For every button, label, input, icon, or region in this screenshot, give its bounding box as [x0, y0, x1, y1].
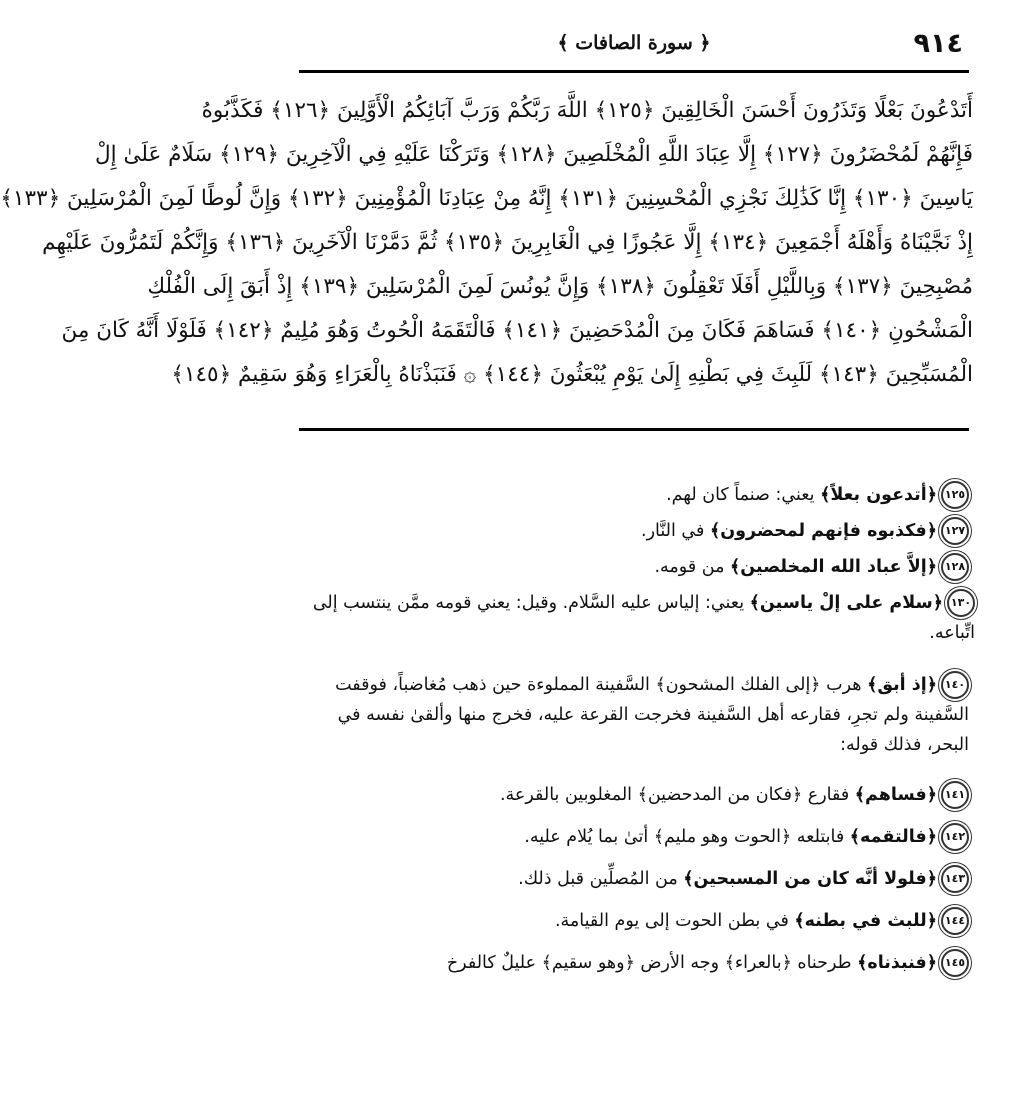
verse-number-medallion: ١٣٠ — [947, 589, 975, 617]
tafsir-entry — [299, 780, 969, 810]
tafsir-entry — [299, 588, 975, 648]
tafsir-entry — [299, 670, 969, 760]
verse-line: أَتَدْعُونَ بَعْلًا وَتَذَرُونَ أَحْسَنَ الْخَالِقِينَ ﴿١٢٥﴾ اللَّهَ رَبَّكُمْ وَرَبَّ آبَائِكُمُ الْأَوَّلِينَ ﴿١٢٦﴾ فَكَذَّبُوهُ — [201, 98, 973, 123]
quoted-verse: ﴿إذ أبق﴾ — [867, 675, 937, 695]
verse-line: يَاسِينَ ﴿١٣٠﴾ إِنَّا كَذَٰلِكَ نَجْزِي الْمُحْسِنِينَ ﴿١٣١﴾ إِنَّهُ مِنْ عِبَادِنَا الْمُؤْمِنِينَ ﴿١٣٢﴾ وَإِنَّ لُوطًا لَمِنَ الْمُرْسَلِينَ ﴿١٣٣﴾ — [0, 186, 973, 211]
verse-line: مُصْبِحِينَ ﴿١٣٧﴾ وَبِاللَّيْلِ أَفَلَا تَعْقِلُونَ ﴿١٣٨﴾ وَإِنَّ يُونُسَ لَمِنَ الْمُرْسَلِينَ ﴿١٣٩﴾ إِذْ أَبَقَ إِلَى الْفُلْكِ — [147, 274, 973, 299]
verse-number-medallion: ١٤٢ — [941, 823, 969, 851]
surah-title: ﴿ سورة الصافات ﴾ — [557, 32, 711, 54]
page-header — [299, 26, 969, 66]
verse-number-medallion: ١٤٥ — [941, 949, 969, 977]
verse-number-medallion: ١٢٥ — [941, 481, 969, 509]
verse-number-medallion: ١٤٠ — [941, 671, 969, 699]
commentary-text: من المُصلِّين قبل ذلك. — [518, 869, 684, 889]
verse-number-medallion: ١٢٨ — [941, 553, 969, 581]
quoted-verse: ﴿أتدعون بعلاً﴾ — [820, 485, 937, 505]
quoted-verse: ﴿فلولا أنَّه كان من المسبحين﴾ — [683, 869, 937, 889]
commentary-text: من قومه. — [654, 557, 731, 577]
tafsir-entry — [299, 516, 969, 546]
tafsir-entry — [299, 822, 969, 852]
commentary-text: في النَّار. — [641, 521, 710, 541]
page-number: ٩١٤ — [913, 28, 963, 59]
header-divider — [299, 70, 969, 73]
tafsir-entry — [299, 552, 969, 582]
commentary-text: يعني: إلياس عليه السَّلام. وقيل: يعني قومه ممَّن ينتسب إلى اتِّباعه. — [312, 593, 975, 643]
quoted-verse: ﴿فكذبوه فإنهم لمحضرون﴾ — [709, 521, 937, 541]
tafsir-entry — [299, 480, 969, 510]
quoted-verse: ﴿فالتقمه﴾ — [849, 827, 937, 847]
verse-line: الْمُسَبِّحِينَ ﴿١٤٣﴾ لَلَبِثَ فِي بَطْنِهِ إِلَىٰ يَوْمِ يُبْعَثُونَ ﴿١٤٤﴾ ۞ فَنَبَذْنَاهُ بِالْعَرَاءِ وَهُوَ سَقِيمٌ ﴿١٤٥﴾ — [171, 362, 973, 387]
commentary-text: فابتلعه ﴿الحوت وهو مليم﴾ أتىٰ بما يُلام عليه. — [524, 827, 850, 847]
commentary-text: يعني: صنماً كان لهم. — [666, 485, 821, 505]
verse-line: فَإِنَّهُمْ لَمُحْضَرُونَ ﴿١٢٧﴾ إِلَّا عِبَادَ اللَّهِ الْمُخْلَصِينَ ﴿١٢٨﴾ وَتَرَكْنَا عَلَيْهِ فِي الْآخِرِينَ ﴿١٢٩﴾ سَلَامٌ عَلَىٰ إِلْ — [95, 142, 973, 167]
verse-number-medallion: ١٤٤ — [941, 907, 969, 935]
verse-line: إِذْ نَجَّيْنَاهُ وَأَهْلَهُ أَجْمَعِينَ ﴿١٣٤﴾ إِلَّا عَجُوزًا فِي الْغَابِرِينَ ﴿١٣٥﴾ ثُمَّ دَمَّرْنَا الْآخَرِينَ ﴿١٣٦﴾ وَإِنَّكُمْ لَتَمُرُّونَ عَلَيْهِم — [42, 230, 973, 255]
verse-number-medallion: ١٤٣ — [941, 865, 969, 893]
verse-line: الْمَشْحُونِ ﴿١٤٠﴾ فَسَاهَمَ فَكَانَ مِنَ الْمُدْحَضِينَ ﴿١٤١﴾ فَالْتَقَمَهُ الْحُوتُ وَهُوَ مُلِيمٌ ﴿١٤٢﴾ فَلَوْلَا أَنَّهُ كَانَ مِنَ — [61, 318, 973, 343]
verse-number-medallion: ١٢٧ — [941, 517, 969, 545]
quoted-verse: ﴿إلاَّ عباد الله المخلصين﴾ — [730, 557, 937, 577]
verse-number-medallion: ١٤١ — [941, 781, 969, 809]
quoted-verse: ﴿فساهم﴾ — [854, 785, 937, 805]
quran-verses — [0, 88, 973, 398]
commentary-text: طرحناه ﴿بالعراء﴾ وجه الأرض ﴿وهو سقيم﴾ عليلٌ كالفرخ — [446, 953, 858, 973]
tafsir-entry — [299, 864, 969, 894]
quoted-verse: ﴿فنبذناه﴾ — [857, 953, 937, 973]
section-divider — [299, 428, 969, 431]
tafsir-entry — [299, 906, 969, 936]
commentary-text: في بطن الحوت إلى يوم القيامة. — [554, 911, 795, 931]
commentary-text: فقارع ﴿فكان من المدحضين﴾ المغلوبين بالقرعة. — [499, 785, 855, 805]
quoted-verse: ﴿للبث في بطنه﴾ — [794, 911, 937, 931]
tafsir-section — [299, 480, 975, 978]
quoted-verse: ﴿سلام على إلْ ياسين﴾ — [749, 593, 943, 613]
tafsir-entry — [299, 948, 969, 978]
commentary-text: هرب ﴿إلى الفلك المشحون﴾ السَّفينة المملوءة حين ذهب مُغاضباً، فوقفت السَّفينة ولم تجرِ، فقارعه أهل السَّفينة فخرجت القرعة عليه، فخرج منها وألقىٰ نفسه في البحر، فذلك قوله: — [335, 675, 969, 755]
